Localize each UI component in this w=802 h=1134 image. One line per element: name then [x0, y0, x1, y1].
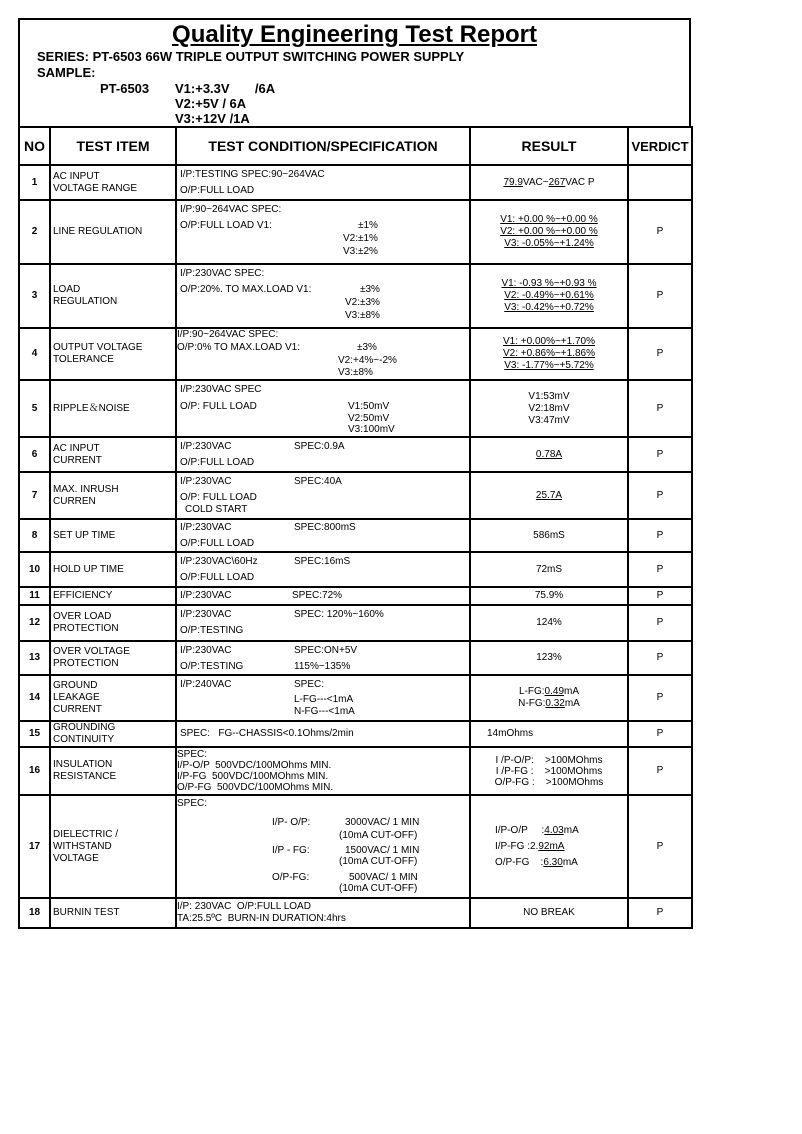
- table-row: [19, 264, 692, 328]
- row-condition: I/P:230VAC SPEC: O/P:20%. TO MAX.LOAD V1: ±3% V2:±3% V3:±8%: [176, 264, 470, 328]
- row-no: 14: [19, 675, 50, 721]
- row-condition: I/P:230VAC SPEC:ON+5V O/P:TESTING 115%~135%: [176, 641, 470, 675]
- row-verdict: P: [628, 675, 692, 721]
- row-no: 2: [19, 200, 50, 264]
- row-verdict: P: [628, 795, 692, 898]
- row-item: BURNIN TEST: [50, 898, 176, 928]
- row-verdict: P: [628, 437, 692, 472]
- sample-v3: V3:+12V /1A: [175, 111, 250, 126]
- row-result: I/P-O/P :4.03mA I/P-FG :2.92mA O/P-FG :6.30mA: [470, 795, 628, 898]
- row-condition: I/P:230VAC SPEC:72%: [176, 587, 470, 605]
- row-item: GROUND LEAKAGE CURRENT: [50, 675, 176, 721]
- table-row: [19, 165, 692, 200]
- row-item: MAX. INRUSH CURREN: [50, 472, 176, 519]
- row-verdict: P: [628, 328, 692, 380]
- table-header-row: [19, 127, 692, 165]
- col-condition: TEST CONDITION/SPECIFICATION: [176, 127, 470, 165]
- row-verdict: P: [628, 472, 692, 519]
- row-result: V1: +0.00 %~+0.00 % V2: +0.00 %~+0.00 % V3: -0.05%~+1.24%: [470, 200, 628, 264]
- row-item: AC INPUT VOLTAGE RANGE: [50, 165, 176, 200]
- row-verdict: P: [628, 519, 692, 552]
- row-no: 10: [19, 552, 50, 587]
- row-result: L-FG:0.49mA N-FG:0.32mA: [470, 675, 628, 721]
- row-no: 11: [19, 587, 50, 605]
- row-condition: I/P:230VAC SPEC:0.9A O/P:FULL LOAD: [176, 437, 470, 472]
- row-condition: SPEC: I/P- O/P: 3000VAC/ 1 MIN (10mA CUT-OFF) I/P - FG: 1500VAC/ 1 MIN (10mA CUT-OFF) O/P-FG: 500VAC/ 1 MIN (10mA CUT-OFF): [176, 795, 470, 898]
- row-result: V1: -0.93 %~+0.93 % V2: -0.49%~+0.61% V3: -0.42%~+0.72%: [470, 264, 628, 328]
- row-result: 14mOhms: [470, 721, 628, 747]
- table-row: [19, 587, 692, 605]
- row-result: 123%: [470, 641, 628, 675]
- sample-v2: V2:+5V / 6A: [175, 96, 247, 111]
- row-condition: I/P:90~264VAC SPEC: O/P:0% TO MAX.LOAD V1: ±3% V2:+4%~-2% V3:±8%: [176, 328, 470, 380]
- row-verdict: P: [628, 721, 692, 747]
- table-row: [19, 898, 692, 928]
- row-result: I /P-O/P: >100MOhms I /P-FG : >100MOhms O/P-FG : >100MOhms: [470, 747, 628, 795]
- col-verdict: VERDICT: [628, 127, 692, 165]
- row-item: OVER VOLTAGE PROTECTION: [50, 641, 176, 675]
- table-row: [19, 795, 692, 898]
- row-item: OUTPUT VOLTAGE TOLERANCE: [50, 328, 176, 380]
- row-verdict: P: [628, 605, 692, 641]
- table-row: [19, 552, 692, 587]
- row-result: 79.9VAC~267VAC P: [470, 165, 628, 200]
- col-result: RESULT: [470, 127, 628, 165]
- row-result: 124%: [470, 605, 628, 641]
- row-item: DIELECTRIC / WITHSTAND VOLTAGE: [50, 795, 176, 898]
- table-row: [19, 721, 692, 747]
- report-title: Quality Engineering Test Report: [172, 21, 537, 48]
- sample-label: SAMPLE:: [37, 65, 96, 80]
- row-condition: I/P:240VAC SPEC: L-FG---<1mA N-FG---<1mA: [176, 675, 470, 721]
- series-line: SERIES: PT-6503 66W TRIPLE OUTPUT SWITCHING POWER SUPPLY: [37, 49, 465, 64]
- row-verdict: [628, 165, 692, 200]
- row-verdict: P: [628, 552, 692, 587]
- row-verdict: P: [628, 587, 692, 605]
- row-item: INSULATION RESISTANCE: [50, 747, 176, 795]
- table-row: [19, 675, 692, 721]
- row-item: HOLD UP TIME: [50, 552, 176, 587]
- table-row: [19, 747, 692, 795]
- row-verdict: P: [628, 747, 692, 795]
- row-condition: I/P:90~264VAC SPEC: O/P:FULL LOAD V1: ±1% V2:±1% V3:±2%: [176, 200, 470, 264]
- report-header: [18, 18, 691, 126]
- row-verdict: P: [628, 380, 692, 437]
- row-condition: SPEC: FG--CHASSIS<0.1Ohms/2min: [176, 721, 470, 747]
- table-row: [19, 641, 692, 675]
- row-item: RIPPLE＆NOISE: [50, 380, 176, 437]
- row-no: 4: [19, 328, 50, 380]
- table-row: [19, 328, 692, 380]
- row-item: OVER LOAD PROTECTION: [50, 605, 176, 641]
- row-result: 72mS: [470, 552, 628, 587]
- row-no: 7: [19, 472, 50, 519]
- row-verdict: P: [628, 264, 692, 328]
- row-result: 0.78A: [470, 437, 628, 472]
- row-item: LINE REGULATION: [50, 200, 176, 264]
- table-row: [19, 380, 692, 437]
- row-no: 8: [19, 519, 50, 552]
- sample-model: PT-6503: [100, 81, 150, 96]
- row-condition: I/P:230VAC SPEC:40A O/P: FULL LOAD COLD START: [176, 472, 470, 519]
- row-no: 16: [19, 747, 50, 795]
- table-row: [19, 437, 692, 472]
- row-result: V1:53mV V2:18mV V3:47mV: [470, 380, 628, 437]
- row-result: NO BREAK: [470, 898, 628, 928]
- row-no: 1: [19, 165, 50, 200]
- row-verdict: P: [628, 200, 692, 264]
- row-condition: I/P:230VAC SPEC:800mS O/P:FULL LOAD: [176, 519, 470, 552]
- table-row: [19, 200, 692, 264]
- row-no: 15: [19, 721, 50, 747]
- row-verdict: P: [628, 898, 692, 928]
- row-no: 3: [19, 264, 50, 328]
- row-verdict: P: [628, 641, 692, 675]
- sample-v1: V1:+3.3V /6A: [175, 81, 276, 96]
- row-item: AC INPUT CURRENT: [50, 437, 176, 472]
- test-table: [18, 126, 693, 929]
- row-item: SET UP TIME: [50, 519, 176, 552]
- row-no: 5: [19, 380, 50, 437]
- row-result: 586mS: [470, 519, 628, 552]
- table-row: [19, 472, 692, 519]
- row-condition: SPEC: I/P-O/P 500VDC/100MOhms MIN. I/P-FG 500VDC/100MOhms MIN. O/P-FG 500VDC/100MOhms MIN.: [176, 747, 470, 795]
- row-condition: I/P:230VAC\60Hz SPEC:16mS O/P:FULL LOAD: [176, 552, 470, 587]
- row-no: 12: [19, 605, 50, 641]
- row-condition: I/P:TESTING SPEC:90~264VAC O/P:FULL LOAD: [176, 165, 470, 200]
- row-no: 17: [19, 795, 50, 898]
- table-row: [19, 519, 692, 552]
- row-condition: I/P: 230VAC O/P:FULL LOAD TA:25.5ºC BURN-IN DURATION:4hrs: [176, 898, 470, 928]
- row-no: 13: [19, 641, 50, 675]
- report-sheet: [18, 18, 691, 929]
- col-no: NO: [19, 127, 50, 165]
- row-result: 25.7A: [470, 472, 628, 519]
- table-row: [19, 605, 692, 641]
- row-item: LOAD REGULATION: [50, 264, 176, 328]
- row-result: V1: +0.00%~+1.70% V2: +0.86%~+1.86% V3: -1.77%~+5.72%: [470, 328, 628, 380]
- col-test-item: TEST ITEM: [50, 127, 176, 165]
- row-item: GROUNDING CONTINUITY: [50, 721, 176, 747]
- row-item: EFFICIENCY: [50, 587, 176, 605]
- row-condition: I/P:230VAC SPEC: 120%~160% O/P:TESTING: [176, 605, 470, 641]
- row-result: 75.9%: [470, 587, 628, 605]
- row-condition: I/P:230VAC SPEC O/P: FULL LOAD V1:50mV V2:50mV V3:100mV: [176, 380, 470, 437]
- row-no: 18: [19, 898, 50, 928]
- row-no: 6: [19, 437, 50, 472]
